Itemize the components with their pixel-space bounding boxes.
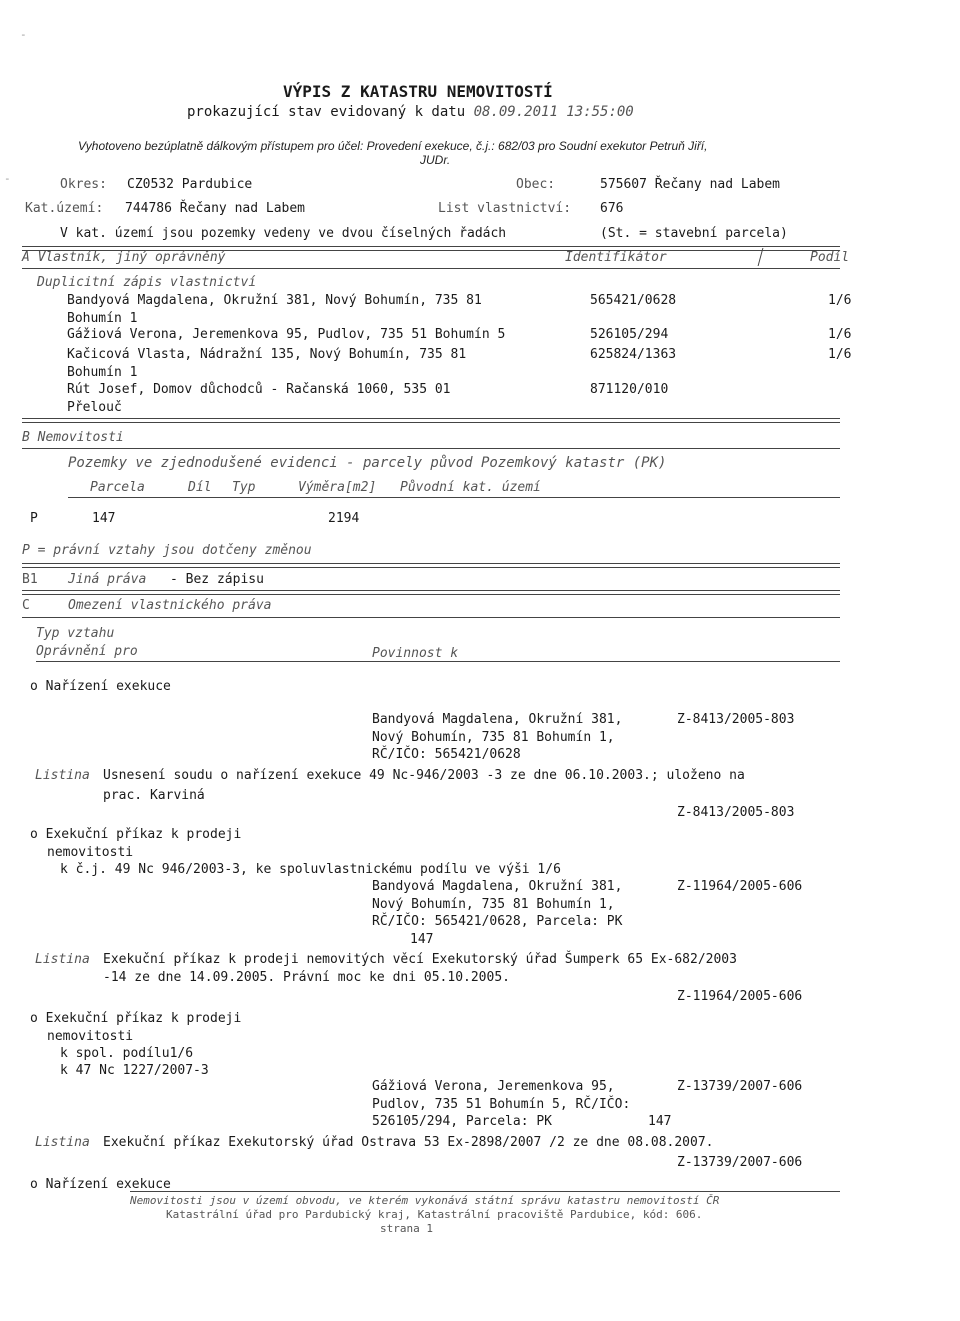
entry-3-listina-label: Listina <box>35 1135 90 1150</box>
footer-line-1: Nemovitosti jsou v území obvodu, ve kterém vykonává státní správu katastru nemovitostí ČR <box>130 1194 720 1207</box>
entry-2-title-line1: o Exekuční příkaz k prodeji <box>30 827 242 842</box>
entry-2-detail: k č.j. 49 Nc 946/2003-3, ke spoluvlastnickému podílu ve výši 1/6 <box>60 862 561 877</box>
obec-label: Obec: <box>516 177 556 192</box>
col-typ-vztahu: Typ vztahu <box>36 626 115 641</box>
entry-3-party-line3: 526105/294, Parcela: PK <box>372 1114 553 1129</box>
parcel-area: 2194 <box>328 511 360 526</box>
entry-2-listina-label: Listina <box>35 952 90 967</box>
page-title: VÝPIS Z KATASTRU NEMOVITOSTÍ <box>283 82 553 101</box>
section-a-header-rule <box>22 268 840 269</box>
entry-2-party-line3: RČ/IČO: 565421/0628, Parcela: PK <box>372 914 623 929</box>
section-c-header-rule <box>22 617 840 618</box>
entry-2-listina-text2: -14 ze dne 14.09.2005. Právní moc ke dni 05.10.2005. <box>103 970 510 985</box>
entry-1-listina-label: Listina <box>35 768 90 783</box>
entry-2-listina-text: Exekuční příkaz k prodeji nemovitých věcí Exekutorský úřad Šumperk 65 Ex-682/2003 <box>103 952 737 967</box>
subtitle-prefix: prokazující stav evidovaný k datu <box>187 104 466 120</box>
section-c-col-rule <box>36 661 840 662</box>
entry-3-party-line2: Pudlov, 735 51 Bohumín 5, RČ/IČO: <box>372 1097 631 1112</box>
owner-4-line2: Přelouč <box>67 400 122 415</box>
entry-1-listina-text: Usnesení soudu o nařízení exekuce 49 Nc-946/2003 -3 ze dne 06.10.2003.; uloženo na <box>103 768 745 783</box>
section-b-header: B Nemovitosti <box>22 430 124 445</box>
lv-value: 676 <box>600 201 624 216</box>
col-puvodni: Původní kat. území <box>400 480 541 495</box>
okres-value: CZ0532 Pardubice <box>127 177 253 192</box>
section-a-share-header: Podíl <box>810 250 850 265</box>
section-b1-label: B1 <box>22 572 38 587</box>
owner-1-line2: Bohumín 1 <box>67 311 138 326</box>
entry-3-code: Z-13739/2007-606 <box>677 1079 803 1094</box>
footer-line-2: Katastrální úřad pro Pardubický kraj, Katastrální pracoviště Pardubice, kód: 606. <box>166 1208 703 1221</box>
entry-1-party-line2: Nový Bohumín, 735 81 Bohumín 1, <box>372 730 615 745</box>
owner-3-id: 625824/1363 <box>590 347 677 362</box>
section-c-top-rule <box>22 590 840 595</box>
entry-2-party-line4: 147 <box>410 932 434 947</box>
entry-3-title-line2: nemovitosti <box>47 1029 134 1044</box>
col-dil: Díl <box>188 480 212 495</box>
owner-1-id: 565421/0628 <box>590 293 677 308</box>
entry-2-code: Z-11964/2005-606 <box>677 879 803 894</box>
owner-4-line1: Rút Josef, Domov důchodců - Račanská 1060, 535 01 <box>67 382 451 397</box>
entry-3-detail-line1: k spol. podílu1/6 <box>60 1046 194 1061</box>
section-b1-title: Jiná práva <box>68 572 147 587</box>
section-b-top-rule <box>22 418 840 423</box>
issued-line-1: Vyhotoveno bezúplatně dálkovým přístupem pro účel: Provedení exekuce, č.j.: 682/03 pro Soudní exekutor Petruň Jiří, <box>78 139 708 153</box>
duplicate-ownership-subheader: Duplicitní zápis vlastnictví <box>37 275 257 290</box>
section-a-identifier-header: Identifikátor <box>565 250 667 265</box>
entry-3-listina-code: Z-13739/2007-606 <box>677 1155 803 1170</box>
footer-rule <box>130 1191 840 1192</box>
issued-line-2: JUDr. <box>420 153 451 167</box>
col-povinnost: Povinnost k <box>372 646 459 661</box>
owner-1-line1: Bandyová Magdalena, Okružní 381, Nový Bohumín, 735 81 <box>67 293 482 308</box>
section-a-header: A Vlastník, jiný oprávněný <box>22 250 226 265</box>
entry-2-title-line2: nemovitosti <box>47 845 134 860</box>
entry-3-detail-line2: k 47 Nc 1227/2007-3 <box>60 1063 209 1078</box>
entry-2-party-line1: Bandyová Magdalena, Okružní 381, <box>372 879 623 894</box>
entry-1-listina-code: Z-8413/2005-803 <box>677 805 795 820</box>
owner-2-share: 1/6 <box>828 327 852 342</box>
owner-3-line2: Bohumín 1 <box>67 365 138 380</box>
col-vymera: Výměra[m2] <box>298 480 377 495</box>
parcel-flag: P <box>30 511 38 526</box>
entry-3-title-line1: o Exekuční příkaz k prodeji <box>30 1011 242 1026</box>
scan-mark-left: - <box>4 172 11 185</box>
parcel-number: 147 <box>92 511 116 526</box>
obec-value: 575607 Řečany nad Labem <box>600 177 781 192</box>
section-b-header-rule <box>22 448 840 449</box>
footer-page-number: strana 1 <box>380 1222 433 1235</box>
dual-series-note-right: (St. = stavební parcela) <box>600 226 788 241</box>
section-b-col-rule <box>68 497 840 498</box>
entry-3-listina-text: Exekuční příkaz Exekutorský úřad Ostrava 53 Ex-2898/2007 /2 ze dne 08.08.2007. <box>103 1135 714 1150</box>
entry-1-title: o Nařízení exekuce <box>30 679 171 694</box>
entry-3-party-line1: Gážiová Verona, Jeremenkova 95, <box>372 1079 615 1094</box>
col-opravneni: Oprávnění pro <box>36 644 138 659</box>
okres-label: Okres: <box>60 177 107 192</box>
lv-label: List vlastnictví: <box>438 201 572 216</box>
katuzemi-label: Kat.území: <box>25 201 104 216</box>
section-b-subheader: Pozemky ve zjednodušené evidenci - parcely původ Pozemkový katastr (PK) <box>68 455 667 471</box>
owner-3-line1: Kačicová Vlasta, Nádražní 135, Nový Bohumín, 735 81 <box>67 347 467 362</box>
entry-2-listina-code: Z-11964/2005-606 <box>677 989 803 1004</box>
col-typ: Typ <box>232 480 256 495</box>
owner-2-line1: Gážiová Verona, Jeremenkova 95, Pudlov, 735 51 Bohumín 5 <box>67 327 506 342</box>
section-b1-value: - Bez zápisu <box>170 572 264 587</box>
section-b1-top-rule <box>22 563 840 568</box>
entry-1-party-line1: Bandyová Magdalena, Okružní 381, <box>372 712 623 727</box>
owner-2-id: 526105/294 <box>590 327 669 342</box>
scan-mark-top: - <box>20 28 27 41</box>
legend-p: P = právní vztahy jsou dotčeny změnou <box>22 543 312 558</box>
entry-1-listina-text2: prac. Karviná <box>103 788 205 803</box>
owner-1-share: 1/6 <box>828 293 852 308</box>
subtitle-datetime: 08.09.2011 13:55:00 <box>473 104 634 120</box>
section-c-label: C <box>22 598 30 613</box>
entry-2-party-line2: Nový Bohumín, 735 81 Bohumín 1, <box>372 897 615 912</box>
entry-1-party-line3: RČ/IČO: 565421/0628 <box>372 747 521 762</box>
section-c-title: Omezení vlastnického práva <box>68 598 272 613</box>
dual-series-note: V kat. území jsou pozemky vedeny ve dvou číselných řadách <box>60 226 507 241</box>
col-parcela: Parcela <box>90 480 145 495</box>
entry-3-party-parcel: 147 <box>648 1114 672 1129</box>
entry-1-code: Z-8413/2005-803 <box>677 712 795 727</box>
owner-4-id: 871120/010 <box>590 382 669 397</box>
katuzemi-value: 744786 Řečany nad Labem <box>125 201 306 216</box>
subtitle <box>187 104 634 120</box>
owner-3-share: 1/6 <box>828 347 852 362</box>
entry-4-title: o Nařízení exekuce <box>30 1177 171 1192</box>
